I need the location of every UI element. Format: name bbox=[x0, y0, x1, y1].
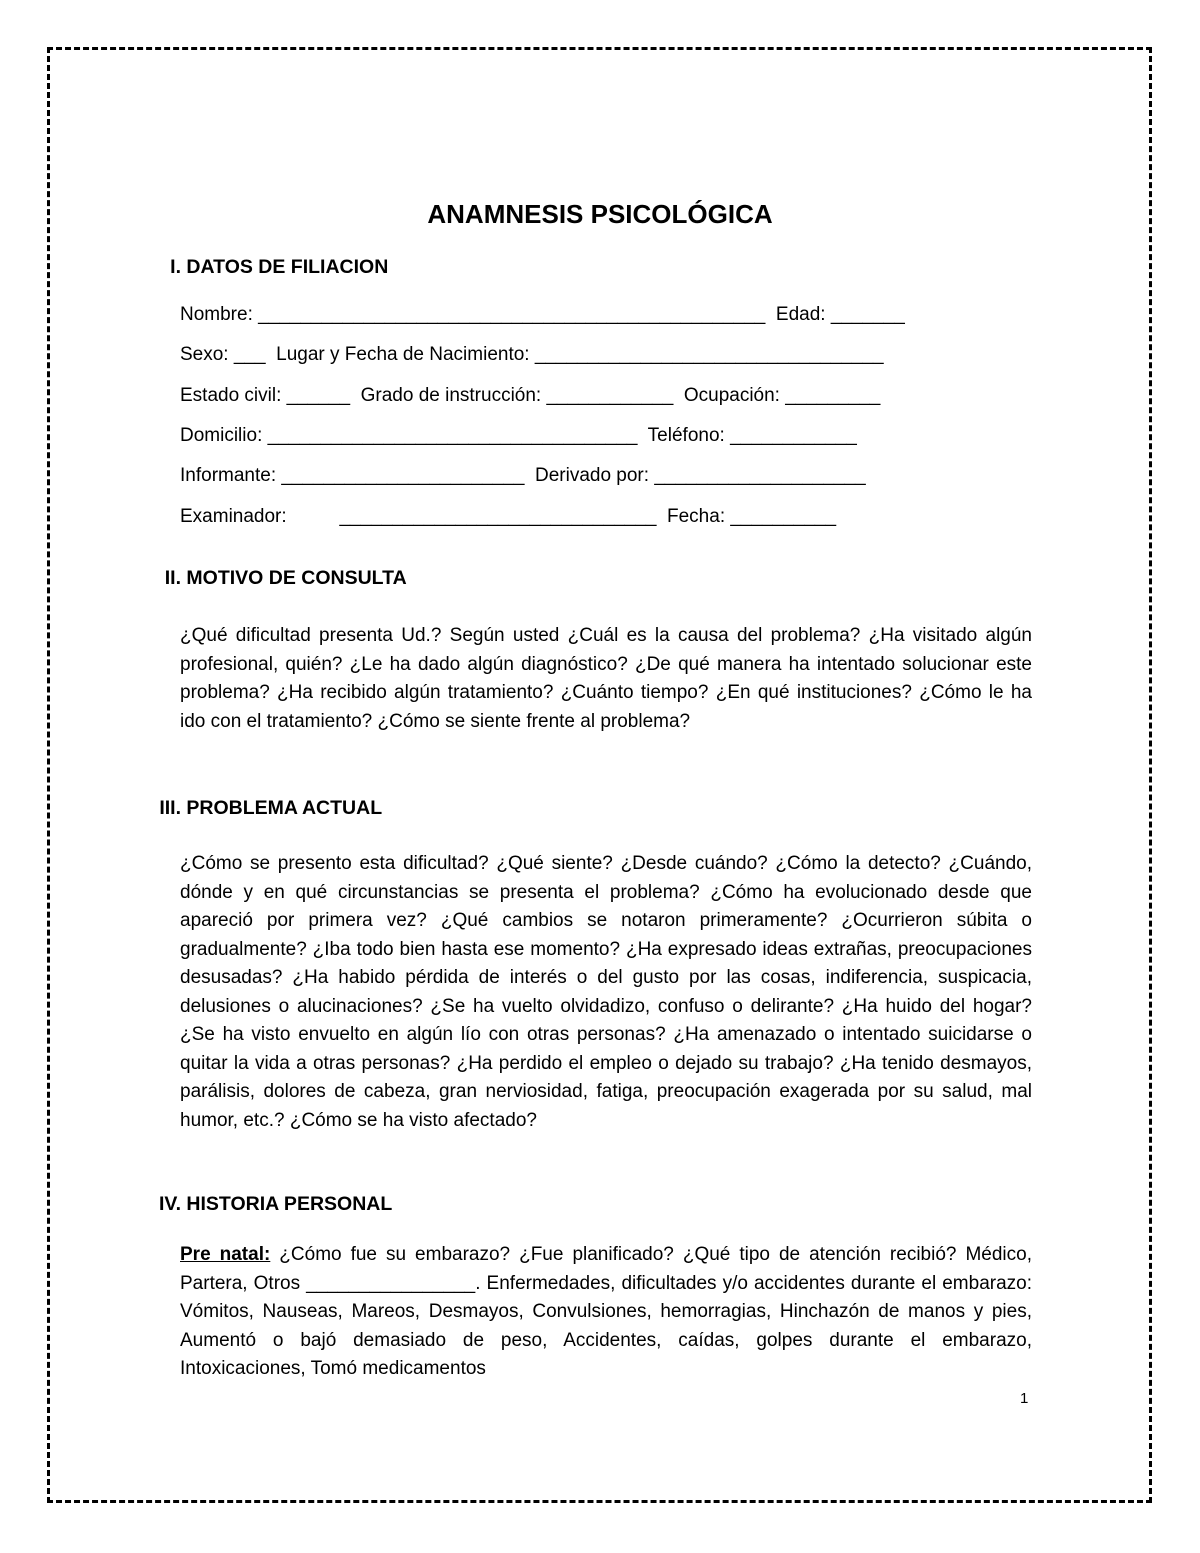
field-estado-grado-ocupacion[interactable]: Estado civil: ______ Grado de instrucción: ____________ Ocupación: _________ bbox=[180, 385, 881, 406]
field-informante-derivado[interactable]: Informante: _______________________ Derivado por: ____________________ bbox=[180, 465, 866, 486]
field-examinador-fecha[interactable]: Examinador: ______________________________ Fecha: __________ bbox=[180, 506, 837, 527]
motivo-paragraph: ¿Qué dificultad presenta Ud.? Según usted ¿Cuál es la causa del problema? ¿Ha visitado algún profesional, quién? ¿Le ha dado algún diagnóstico? ¿De qué manera ha intentado solucionar este problema? ¿Ha recibido algún tratamiento? ¿Cuánto tiempo? ¿En qué instituciones? ¿Cómo le ha ido con el tratamiento? ¿Cómo se siente frente al problema? bbox=[180, 625, 1032, 732]
section-heading-problema bbox=[143, 797, 382, 820]
section-label: DATOS DE FILIACION bbox=[186, 256, 389, 278]
section-heading-motivo bbox=[143, 567, 407, 590]
section-number: III. bbox=[159, 797, 181, 819]
section-label: PROBLEMA ACTUAL bbox=[186, 797, 383, 819]
section-heading-datos bbox=[143, 256, 388, 279]
problema-paragraph: ¿Cómo se presento esta dificultad? ¿Qué siente? ¿Desde cuándo? ¿Cómo la detecto? ¿Cuándo, dónde y en qué circunstancias se presenta el problema? ¿Cómo ha evolucionado desde que apareció por primera vez? ¿Qué cambios se notaron primeramente? ¿Ocurrieron súbita o gradualmente? ¿Iba todo bien hasta ese momento? ¿Ha expresado ideas extrañas, preocupaciones desusadas? ¿Ha habido pérdida de interés o del gusto por las cosas, indiferencia, suspicacia, delusiones o alucinaciones? ¿Se ha vuelto olvidadizo, confuso o delirante? ¿Ha huido del hogar? ¿Se ha visto envuelto en algún lío con otras personas? ¿Ha amenazado o intentado suicidarse o quitar la vida a otras personas? ¿Ha perdido el empleo o dejado su trabajo? ¿Ha tenido desmayos, parálisis, dolores de cabeza, gran nerviosidad, fatiga, preocupación exagerada por su salud, mal humor, etc.? ¿Cómo se ha visto afectado? bbox=[180, 853, 1032, 1131]
section-number: IV. bbox=[158, 1193, 181, 1215]
section-number: I. bbox=[170, 256, 181, 278]
page-title: ANAMNESIS PSICOLÓGICA bbox=[427, 199, 773, 229]
prenatal-label: Pre natal: bbox=[180, 1244, 271, 1265]
section-number: II. bbox=[164, 567, 181, 589]
section-label: HISTORIA PERSONAL bbox=[186, 1193, 393, 1215]
field-sexo-lugar-fecha[interactable]: Sexo: ___ Lugar y Fecha de Nacimiento: _________________________________ bbox=[180, 344, 884, 365]
field-domicilio-telefono[interactable]: Domicilio: ___________________________________ Teléfono: ____________ bbox=[180, 425, 857, 446]
section-heading-historia bbox=[143, 1193, 392, 1216]
page-number: 1 bbox=[1020, 1390, 1029, 1407]
prenatal-paragraph bbox=[180, 1241, 1032, 1384]
field-nombre-edad[interactable]: Nombre: ________________________________________________ Edad: _______ bbox=[180, 304, 905, 325]
section-label: MOTIVO DE CONSULTA bbox=[186, 567, 407, 589]
prenatal-text: ¿Cómo fue su embarazo? ¿Fue planificado? ¿Qué tipo de atención recibió? Médico, Partera, Otros ________________. Enfermedades, dificultades y/o accidentes durante el embarazo: Vómitos, Nauseas, Mareos, Desmayos, Convulsiones, hemorragias, Hinchazón de manos y pies, Aumentó o bajó demasiado de peso, Accidentes, caídas, golpes durante el embarazo, Intoxicaciones, Tomó medicamentos bbox=[180, 1244, 1032, 1379]
